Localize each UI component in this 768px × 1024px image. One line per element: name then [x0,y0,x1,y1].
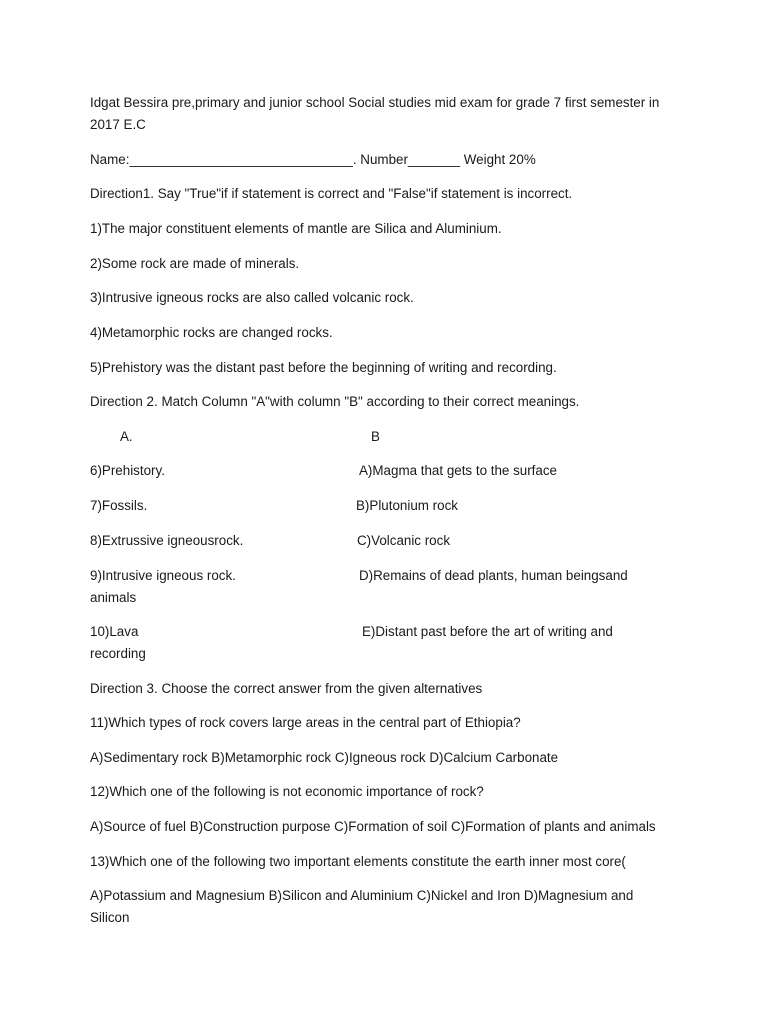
question-4: 4)Metamorphic rocks are changed rocks. [90,325,333,340]
direction2-title: Direction 2. Match Column "A"with column "B" according to their correct meanings. [90,394,580,409]
question-13-options: A)Potassium and Magnesium B)Silicon and Aluminium C)Nickel and Iron D)Magnesium and [90,888,634,903]
question-12-options: A)Source of fuel B)Construction purpose C)Formation of soil C)Formation of plants and animals [90,819,656,834]
question-13: 13)Which one of the following two important elements constitute the earth inner most core( [90,854,626,869]
match-option-e-continued: recording [90,646,146,661]
direction3-title: Direction 3. Choose the correct answer from the given alternatives [90,681,483,696]
question-2: 2)Some rock are made of minerals. [90,256,300,271]
match-option-b: B)Plutonium rock [356,498,458,513]
question-11-options: A)Sedimentary rock B)Metamorphic rock C)Igneous rock D)Calcium Carbonate [90,750,559,765]
question-13-options-continued: Silicon [90,910,130,925]
exam-title-line2: 2017 E.C [90,117,146,132]
match-item-6: 6)Prehistory. [90,463,165,478]
question-11: 11)Which types of rock covers large areas in the central part of Ethiopia? [90,715,521,730]
match-option-d: D)Remains of dead plants, human beingsand [359,568,628,583]
match-option-c: C)Volcanic rock [357,533,451,548]
student-info-line: Name:______________________________. Number_______ Weight 20% [90,152,536,167]
question-5: 5)Prehistory was the distant past before the beginning of writing and recording. [90,360,557,375]
match-option-d-continued: animals [90,590,137,605]
column-b-header: B [371,429,380,444]
question-1: 1)The major constituent elements of mantle are Silica and Aluminium. [90,221,502,236]
exam-title-line1: Idgat Bessira pre,primary and junior school Social studies mid exam for grade 7 first semester in [90,95,660,110]
direction1-title: Direction1. Say "True"if if statement is correct and "False"if statement is incorrect. [90,186,573,201]
match-item-8: 8)Extrussive igneousrock. [90,533,244,548]
question-12: 12)Which one of the following is not economic importance of rock? [90,784,484,799]
match-option-a: A)Magma that gets to the surface [359,463,557,478]
match-item-7: 7)Fossils. [90,498,148,513]
match-option-e: E)Distant past before the art of writing and [362,624,613,639]
question-3: 3)Intrusive igneous rocks are also called volcanic rock. [90,290,414,305]
column-a-header: A. [120,429,133,444]
match-item-10: 10)Lava [90,624,139,639]
match-item-9: 9)Intrusive igneous rock. [90,568,236,583]
